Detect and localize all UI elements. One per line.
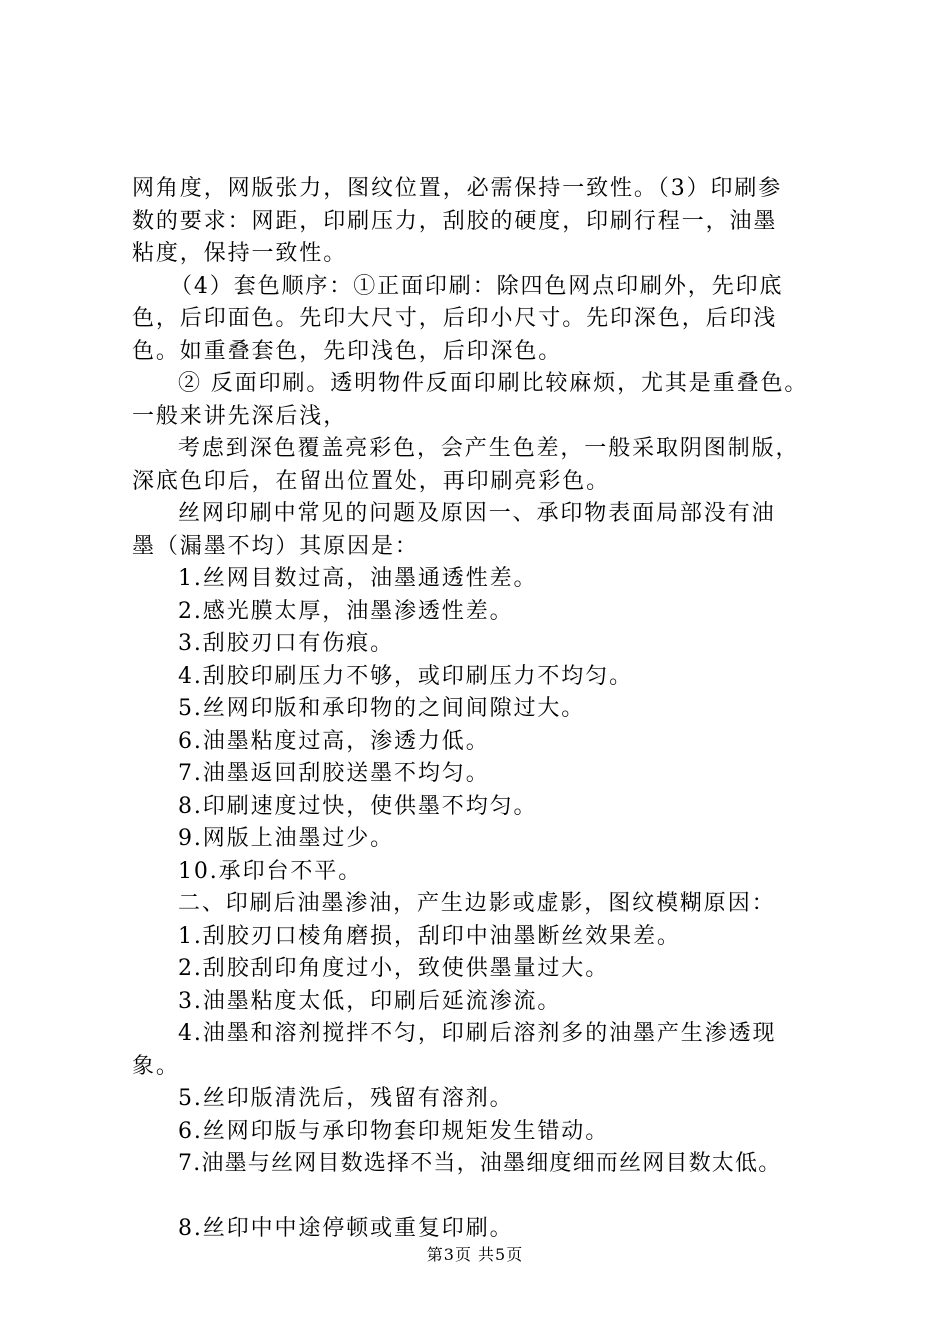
text-line: 深底色印后，在留出位置处，再印刷亮彩色。 [132,468,611,494]
list-item: 4.刮胶印刷压力不够，或印刷压力不均匀。 [178,663,633,689]
list-item: 2.感光膜太厚，油墨渗透性差。 [178,598,514,624]
text-line: ② 反面印刷。透明物件反面印刷比较麻烦，尤其是重叠色。 [178,371,809,396]
text-line: 网角度，网版张力，图纹位置，必需保持一致性。（3）印刷参 [132,176,783,201]
document-body [132,173,844,1245]
text-line: 象。 [132,1053,180,1079]
list-item: 10.承印台不平。 [178,858,363,884]
page-footer: 第3页 共5页 [426,1245,524,1264]
list-item: 7.油墨返回刮胶送墨不均匀。 [178,761,490,786]
list-item: 8.印刷速度过快，使供墨不均匀。 [178,793,538,819]
list-item: 1.丝网目数过高，油墨通透性差。 [178,566,538,591]
list-item: 9.网版上油墨过少。 [178,826,394,851]
text-line: 色，后印面色。先印大尺寸，后印小尺寸。先印深色，后印浅 [132,306,778,331]
text-line: 丝网印刷中常见的问题及原因一、承印物表面局部没有油 [178,501,776,526]
list-item: 5.丝印版清洗后，残留有溶剂。 [178,1086,514,1111]
list-item: 2.刮胶刮印角度过小，致使供墨量过大。 [178,956,610,981]
text-line: 墨（漏墨不均）其原因是： [132,533,419,559]
section-heading: 二、印刷后油墨渗油，产生边影或虚影，图纹模糊原因： [178,891,776,916]
text-line: 一般来讲先深后浅， [132,403,348,429]
list-item: 5.丝网印版和承印物的之间间隙过大。 [178,696,586,721]
list-item: 3.油墨粘度太低，印刷后延流渗流。 [178,988,562,1014]
text-line: 数的要求：网距，印刷压力，刮胶的硬度，印刷行程一，油墨 [132,208,778,234]
list-item: 7.油墨与丝网目数选择不当，油墨细度细而丝网目数太低。 [178,1151,782,1176]
list-item: 6.油墨粘度过高，渗透力低。 [178,728,490,754]
blank-line [132,1181,844,1213]
list-item: 6.丝网印版与承印物套印规矩发生错动。 [178,1118,610,1144]
text-line: 色。如重叠套色，先印浅色，后印深色。 [132,338,563,364]
text-line: （4）套色顺序：①正面印刷：除四色网点印刷外，先印底 [170,273,784,299]
list-item: 1.刮胶刃口棱角磨损，刮印中油墨断丝效果差。 [178,923,681,949]
text-line: 考虑到深色覆盖亮彩色，会产生色差，一般采取阴图制版， [178,436,800,461]
list-item: 8.丝印中中途停顿或重复印刷。 [178,1215,514,1241]
list-item: 3.刮胶刃口有伤痕。 [178,631,394,656]
text-line: 粘度，保持一致性。 [132,241,348,266]
list-item: 4.油墨和溶剂搅拌不匀，印刷后溶剂多的油墨产生渗透现 [178,1021,777,1046]
